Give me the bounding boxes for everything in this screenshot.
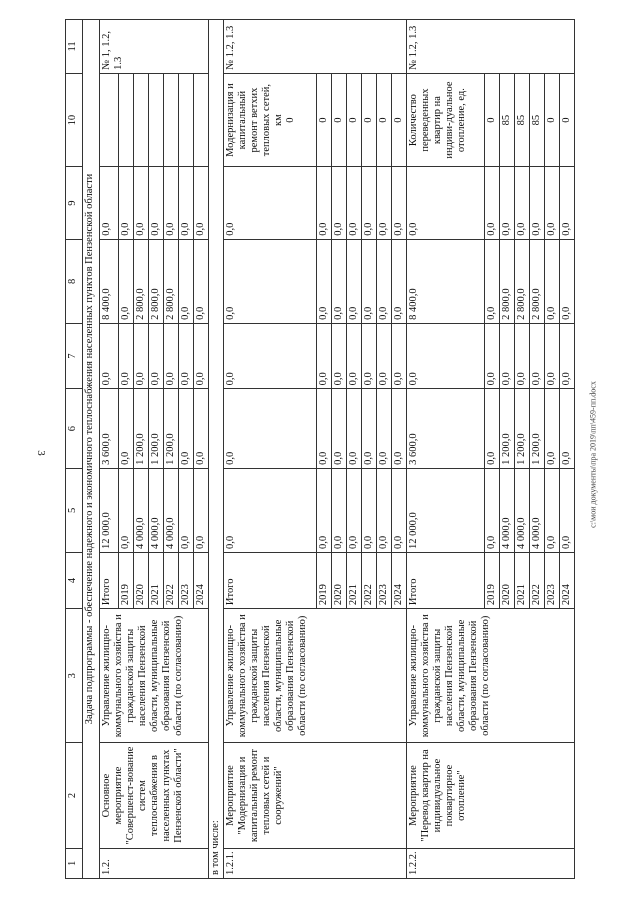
amount-cell: 1 200,0 [163, 389, 178, 468]
amount-cell: 12 000,0 [100, 468, 119, 552]
amount-cell: 0,0 [118, 167, 133, 239]
indicator-value: 0 [361, 73, 376, 166]
indicator-value: 0 [346, 73, 361, 166]
amount-cell: 0,0 [560, 323, 575, 388]
reference-cell: № 1.2, 1.3 [406, 20, 574, 74]
indicator-value: 0 [284, 117, 296, 123]
amount-cell: 0,0 [545, 239, 560, 323]
amount-cell: 0,0 [346, 323, 361, 388]
amount-cell: 0,0 [391, 468, 406, 552]
amount-cell: 0,0 [361, 239, 376, 323]
amount-cell: 0,0 [193, 239, 208, 323]
amount-cell: 0,0 [331, 167, 346, 239]
amount-cell: 3 600,0 [100, 389, 119, 468]
page-number: 3 [34, 450, 47, 456]
amount-cell: 0,0 [118, 468, 133, 552]
amount-cell: 0,0 [545, 468, 560, 552]
indicator-value [133, 73, 148, 166]
indicator-value [178, 73, 193, 166]
program-table [65, 19, 575, 879]
amount-cell: 4 000,0 [163, 468, 178, 552]
amount-cell: 1 200,0 [148, 389, 163, 468]
amount-cell: 0,0 [391, 167, 406, 239]
table-row [223, 20, 316, 879]
amount-cell: 12 000,0 [406, 468, 484, 552]
indicator-cell [406, 73, 484, 166]
col-header-8: 8 [66, 239, 83, 323]
amount-cell: 1 200,0 [530, 389, 545, 468]
amount-cell: 0,0 [316, 468, 331, 552]
table-row [406, 20, 484, 879]
amount-cell: 0,0 [163, 167, 178, 239]
amount-cell: 2 800,0 [148, 239, 163, 323]
year-cell: 2023 [376, 552, 391, 608]
indicator-value: 0 [560, 73, 575, 166]
amount-cell: 0,0 [223, 167, 316, 239]
year-cell: Итого [406, 552, 484, 608]
year-cell: 2021 [148, 552, 163, 608]
amount-cell: 0,0 [406, 167, 484, 239]
amount-cell: 0,0 [485, 468, 500, 552]
amount-cell: 0,0 [193, 389, 208, 468]
item-number: 1.2.1. [223, 848, 406, 878]
amount-cell: 0,0 [133, 167, 148, 239]
amount-cell: 0,0 [530, 323, 545, 388]
amount-cell: 4 000,0 [148, 468, 163, 552]
indicator-cell [100, 73, 119, 166]
indicator-value: 85 [530, 73, 545, 166]
amount-cell: 2 800,0 [133, 239, 148, 323]
amount-cell: 2 800,0 [500, 239, 515, 323]
year-cell: 2020 [133, 552, 148, 608]
amount-cell: 1 200,0 [515, 389, 530, 468]
amount-cell: 8 400,0 [406, 239, 484, 323]
indicator-value: 0 [545, 73, 560, 166]
amount-cell: 0,0 [346, 389, 361, 468]
amount-cell: 0,0 [331, 468, 346, 552]
item-number: 1.2.2. [406, 848, 574, 878]
amount-cell: 0,0 [376, 239, 391, 323]
col-header-11: 11 [66, 20, 83, 74]
amount-cell: 0,0 [193, 167, 208, 239]
amount-cell: 0,0 [515, 167, 530, 239]
year-cell: 2019 [485, 552, 500, 608]
amount-cell: 0,0 [316, 389, 331, 468]
amount-cell: 0,0 [545, 323, 560, 388]
year-cell: 2020 [500, 552, 515, 608]
indicator-value [163, 73, 178, 166]
year-cell: 2019 [118, 552, 133, 608]
amount-cell: 0,0 [118, 389, 133, 468]
amount-cell: 4 000,0 [530, 468, 545, 552]
indicator-value [148, 73, 163, 166]
amount-cell: 0,0 [500, 167, 515, 239]
amount-cell: 8 400,0 [100, 239, 119, 323]
amount-cell: 4 000,0 [133, 468, 148, 552]
indicator-value: 0 [376, 73, 391, 166]
amount-cell: 0,0 [560, 468, 575, 552]
indicator-value [193, 73, 208, 166]
reference-cell: № 1.2, 1.3 [223, 20, 406, 74]
item-number: 1.2. [100, 848, 209, 878]
amount-cell: 0,0 [178, 167, 193, 239]
amount-cell: 0,0 [515, 323, 530, 388]
amount-cell: 0,0 [223, 239, 316, 323]
indicator-name: Модернизация и капитальный ремонт ветхих тепловых сетей, км [224, 83, 284, 157]
amount-cell: 0,0 [485, 167, 500, 239]
amount-cell: 0,0 [346, 239, 361, 323]
col-header-5: 5 [66, 468, 83, 552]
amount-cell: 0,0 [331, 389, 346, 468]
indicator-value: 0 [485, 73, 500, 166]
goal-row: Задача подпрограммы - обеспечение надежного и экономичного теплоснабжения населенных пунктов Пензенской области [83, 20, 100, 879]
amount-cell: 0,0 [545, 389, 560, 468]
year-cell: 2023 [178, 552, 193, 608]
year-cell: Итого [223, 552, 316, 608]
amount-cell: 0,0 [148, 167, 163, 239]
year-cell: 2021 [515, 552, 530, 608]
amount-cell: 3 600,0 [406, 389, 484, 468]
amount-cell: 1 200,0 [133, 389, 148, 468]
year-cell: 2023 [545, 552, 560, 608]
col-header-10: 10 [66, 73, 83, 166]
amount-cell: 0,0 [346, 167, 361, 239]
amount-cell: 0,0 [223, 389, 316, 468]
amount-cell: 0,0 [316, 323, 331, 388]
file-path-footer: с:\мои документы\пра 2019\пп\459-пп.docx [588, 381, 598, 528]
amount-cell: 0,0 [223, 323, 316, 388]
executor: Управление жилищно-коммунального хозяйства и гражданской защиты населения Пензенской области, муниципальные образования Пензенской области (по согласованию) [406, 609, 574, 743]
amount-cell: 2 800,0 [163, 239, 178, 323]
col-header-1: 1 [66, 848, 83, 878]
amount-cell: 0,0 [223, 468, 316, 552]
year-cell: 2019 [316, 552, 331, 608]
amount-cell: 0,0 [485, 323, 500, 388]
amount-cell: 0,0 [376, 323, 391, 388]
amount-cell: 0,0 [316, 167, 331, 239]
amount-cell: 0,0 [361, 468, 376, 552]
year-cell: 2024 [193, 552, 208, 608]
year-cell: 2022 [163, 552, 178, 608]
indicator-value: 0 [316, 73, 331, 166]
amount-cell: 0,0 [331, 239, 346, 323]
column-number-row [66, 20, 83, 879]
reference-cell: № 1, 1.2, 1.3 [100, 20, 209, 74]
indicator-value [118, 73, 133, 166]
amount-cell: 0,0 [560, 167, 575, 239]
intro-label: в том числе: [208, 20, 223, 879]
col-header-2: 2 [66, 743, 83, 848]
col-header-7: 7 [66, 323, 83, 388]
executor: Управление жилищно-коммунального хозяйства и гражданской защиты населения Пензенской области, муниципальные образования Пензенской области (по согласованию) [223, 609, 406, 743]
indicator-value: 0 [391, 73, 406, 166]
amount-cell: 0,0 [361, 389, 376, 468]
amount-cell: 0,0 [545, 167, 560, 239]
amount-cell: 0,0 [178, 468, 193, 552]
amount-cell: 0,0 [361, 167, 376, 239]
amount-cell: 0,0 [193, 323, 208, 388]
amount-cell: 0,0 [178, 323, 193, 388]
year-cell: 2022 [530, 552, 545, 608]
amount-cell: 0,0 [560, 239, 575, 323]
amount-cell: 0,0 [391, 323, 406, 388]
year-cell: 2020 [331, 552, 346, 608]
amount-cell: 0,0 [100, 323, 119, 388]
amount-cell: 4 000,0 [500, 468, 515, 552]
amount-cell: 0,0 [391, 239, 406, 323]
year-cell: 2024 [560, 552, 575, 608]
year-cell: 2022 [361, 552, 376, 608]
year-cell: 2021 [346, 552, 361, 608]
amount-cell: 0,0 [500, 323, 515, 388]
amount-cell: 0,0 [331, 323, 346, 388]
intro-row [208, 20, 223, 879]
indicator-value: 85 [515, 73, 530, 166]
amount-cell: 0,0 [163, 323, 178, 388]
amount-cell: 0,0 [406, 323, 484, 388]
item-name: Мероприятие "Перевод квартир на индивидуальное поквартирное отопление" [406, 743, 574, 848]
item-name: Мероприятие "Модернизация и капитальный ремонт тепловых сетей и сооружений" [223, 743, 406, 848]
indicator-name: Количество переведенных квартир на индиви-дуальное отопление, ед. [407, 81, 467, 159]
amount-cell: 1 200,0 [500, 389, 515, 468]
amount-cell: 0,0 [376, 468, 391, 552]
amount-cell: 2 800,0 [515, 239, 530, 323]
amount-cell: 0,0 [361, 323, 376, 388]
indicator-value: 85 [500, 73, 515, 166]
amount-cell: 4 000,0 [515, 468, 530, 552]
amount-cell: 0,0 [100, 167, 119, 239]
amount-cell: 0,0 [118, 323, 133, 388]
amount-cell: 0,0 [316, 239, 331, 323]
amount-cell: 0,0 [346, 468, 361, 552]
col-header-6: 6 [66, 389, 83, 468]
table-row [100, 20, 119, 879]
amount-cell: 0,0 [560, 389, 575, 468]
amount-cell: 2 800,0 [530, 239, 545, 323]
amount-cell: 0,0 [376, 389, 391, 468]
year-cell: Итого [100, 552, 119, 608]
amount-cell: 0,0 [118, 239, 133, 323]
amount-cell: 0,0 [178, 389, 193, 468]
amount-cell: 0,0 [485, 389, 500, 468]
amount-cell: 0,0 [376, 167, 391, 239]
executor: Управление жилищно-коммунального хозяйства и гражданской защиты населения Пензенской области, муниципальные образования Пензенской области (по согласованию) [100, 609, 209, 743]
amount-cell: 0,0 [148, 323, 163, 388]
col-header-4: 4 [66, 552, 83, 608]
amount-cell: 0,0 [485, 239, 500, 323]
indicator-cell [223, 73, 316, 166]
amount-cell: 0,0 [193, 468, 208, 552]
indicator-value: 0 [331, 73, 346, 166]
col-header-3: 3 [66, 609, 83, 743]
rotated-page [65, 19, 575, 879]
col-header-9: 9 [66, 167, 83, 239]
item-name: Основное мероприятие "Совершенст-вование систем теплоснабжения в населенных пунктах Пензенской области" [100, 743, 209, 848]
amount-cell: 0,0 [178, 239, 193, 323]
amount-cell: 0,0 [530, 167, 545, 239]
amount-cell: 0,0 [391, 389, 406, 468]
amount-cell: 0,0 [133, 323, 148, 388]
year-cell: 2024 [391, 552, 406, 608]
